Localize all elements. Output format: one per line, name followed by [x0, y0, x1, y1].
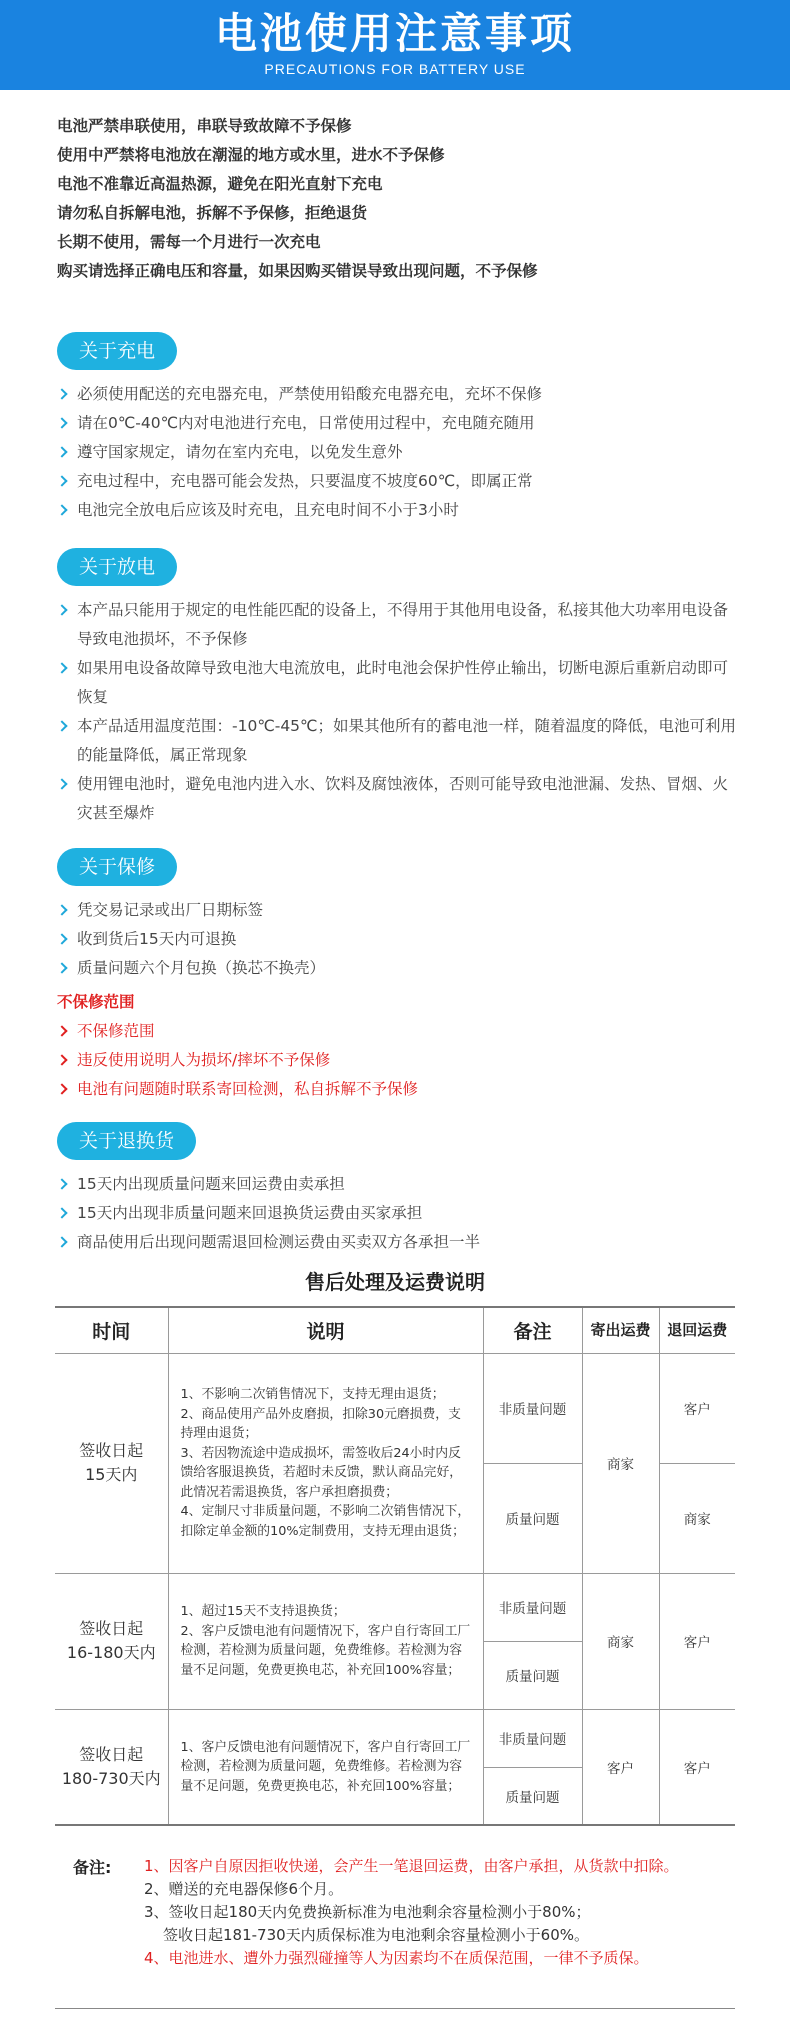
chevron-right-icon: [57, 1075, 71, 1104]
list-item: [57, 596, 737, 654]
column-header-note: 备注: [483, 1307, 582, 1353]
send-fee-cell: 商家: [582, 1573, 659, 1709]
aftersales-title: 售后处理及运费说明: [305, 1270, 485, 1294]
list-item: [57, 496, 737, 525]
intro-notes: [57, 112, 538, 286]
list-item-text: 请在0℃-40℃内对电池进行充电，日常使用过程中，充电随充随用: [77, 414, 535, 432]
warranty-section-title: 关于保修: [57, 848, 177, 886]
charging-section-title: 关于充电: [57, 332, 177, 370]
list-item-text: 电池完全放电后应该及时充电，且充电时间不小于3小时: [77, 501, 459, 519]
intro-line: 长期不使用，需每一个月进行一次充电: [57, 233, 321, 251]
list-item-text: 凭交易记录或出厂日期标签: [77, 901, 264, 919]
send-fee-cell: 客户: [582, 1709, 659, 1825]
discharging-list: [57, 596, 737, 828]
note-cell: 非质量问题: [483, 1709, 582, 1767]
period-cell: [55, 1353, 168, 1573]
list-item-text: 本产品只能用于规定的电性能匹配的设备上，不得用于其他用电设备，私接其他大功率用电设备导致电池损坏，不予保修: [77, 601, 729, 648]
intro-line: 购买请选择正确电压和容量，如果因购买错误导致出现问题，不予保修: [57, 262, 538, 280]
period-cell: [55, 1709, 168, 1825]
table-header-row: [55, 1307, 735, 1353]
list-item: [57, 925, 737, 954]
chevron-right-icon: [57, 1199, 71, 1228]
list-item-text: 收到货后15天内可退换: [77, 930, 237, 948]
note-cell: 质量问题: [483, 1767, 582, 1825]
desc-text: 4、定制尺寸非质量问题，不影响二次销售情况下，扣除定单金额的10%定制费用，支持无理由退货；: [180, 1504, 471, 1539]
list-item-text: 如果用电设备故障导致电池大电流放电，此时电池会保护性停止输出，切断电源后重新启动即可恢复: [77, 659, 729, 706]
chevron-right-icon: [57, 896, 71, 925]
chevron-right-icon: [57, 712, 71, 741]
list-item: [57, 1228, 737, 1257]
not-covered-list: [57, 1017, 737, 1104]
desc-text: 1、超过15天不支持退换货；: [180, 1604, 346, 1619]
chevron-right-icon: [57, 496, 71, 525]
list-item-text: 必须使用配送的充电器充电，严禁使用铅酸充电器充电，充坏不保修: [77, 385, 543, 403]
note-cell: 质量问题: [483, 1463, 582, 1573]
page-subtitle: PRECAUTIONS FOR BATTERY USE: [264, 61, 526, 77]
period-text: 签收日起: [79, 1744, 144, 1764]
page-title: 电池使用注意事项: [214, 9, 575, 58]
period-text: 签收日起: [79, 1619, 144, 1638]
list-item: [57, 438, 737, 467]
list-item-text: 15天内出现质量问题来回运费由卖承担: [77, 1175, 345, 1193]
column-header-send-fee: 寄出运费: [582, 1307, 659, 1353]
list-item: [57, 954, 737, 983]
intro-line: 电池不准靠近高温热源，避免在阳光直射下充电: [57, 175, 383, 193]
intro-line: 电池严禁串联使用，串联导致故障不予保修: [57, 117, 352, 135]
desc-text: 2、商品使用产品外皮磨损，扣除30元磨损费，支持理由退货；: [180, 1406, 461, 1441]
list-item: [57, 1075, 737, 1104]
chevron-right-icon: [57, 438, 71, 467]
chevron-right-icon: [57, 409, 71, 438]
list-item: [57, 712, 737, 770]
charging-list: [57, 380, 737, 525]
desc-text: 1、客户反馈电池有问题情况下，客户自行寄回工厂检测，若检测为质量问题，免费维修。若检测为容量不足问题，免费更换电芯，补充回100%容量；: [180, 1739, 471, 1794]
list-item: [57, 654, 737, 712]
note-cell: 非质量问题: [483, 1353, 582, 1463]
period-text: 15天内: [85, 1465, 138, 1484]
table-row: [55, 1709, 735, 1767]
list-item-text: 15天内出现非质量问题来回退换货运费由买家承担: [77, 1204, 423, 1222]
intro-line: 使用中严禁将电池放在潮湿的地方或水里，进水不予保修: [57, 146, 445, 164]
column-header-return-fee: 退回运费: [659, 1307, 735, 1353]
remark-item: 4、电池进水、遭外力强烈碰撞等人为因素均不在质保范围，一律不予质保。: [144, 1949, 649, 1967]
remarks-section: [55, 1853, 735, 2009]
remark-item: 3、签收日起180天内免费换新标准为电池剩余容量检测小于80%；: [144, 1903, 591, 1921]
list-item: [57, 1046, 737, 1075]
chevron-right-icon: [57, 1228, 71, 1257]
list-item-text: 违反使用说明人为损坏/摔坏不予保修: [77, 1051, 331, 1069]
aftersales-table: [55, 1306, 735, 1826]
warranty-section: [57, 848, 737, 1104]
column-header-desc: 说明: [168, 1307, 483, 1353]
list-item-text: 商品使用后出现问题需退回检测运费由买卖双方各承担一半: [77, 1233, 481, 1251]
period-text: 180-730天内: [61, 1768, 161, 1788]
chevron-right-icon: [57, 770, 71, 799]
intro-line: 请勿私自拆解电池，拆解不予保修，拒绝退货: [57, 204, 368, 222]
table-row: [55, 1573, 735, 1641]
not-covered-heading: 不保修范围: [57, 993, 135, 1011]
desc-text: 3、若因物流途中造成损坏，需签收后24小时内反馈给客服退换货，若超时未反馈，默认商品完好，此情况若需退换货，客户承担磨损费；: [180, 1445, 463, 1500]
charging-section: [57, 332, 737, 525]
list-item: [57, 380, 737, 409]
list-item: [57, 409, 737, 438]
return-fee-cell: 客户: [659, 1353, 735, 1463]
chevron-right-icon: [57, 954, 71, 983]
list-item: [57, 896, 737, 925]
remark-item: 1、因客户自原因拒收快递，会产生一笔退回运费，由客户承担，从货款中扣除。: [144, 1857, 679, 1875]
chevron-right-icon: [57, 925, 71, 954]
chevron-right-icon: [57, 467, 71, 496]
list-item-text: 遵守国家规定，请勿在室内充电，以免发生意外: [77, 443, 403, 461]
list-item-text: 使用锂电池时，避免电池内进入水、饮料及腐蚀液体，否则可能导致电池泄漏、发热、冒烟、火灾甚至爆炸: [77, 775, 729, 822]
chevron-right-icon: [57, 380, 71, 409]
list-item: [57, 770, 737, 828]
table-row: [55, 1353, 735, 1463]
chevron-right-icon: [57, 1046, 71, 1075]
note-cell: 质量问题: [483, 1641, 582, 1709]
send-fee-cell: 商家: [582, 1353, 659, 1573]
discharging-section: [57, 548, 737, 828]
desc-text: 1、不影响二次销售情况下，支持无理由退货；: [180, 1387, 445, 1402]
list-item: [57, 467, 737, 496]
chevron-right-icon: [57, 1017, 71, 1046]
list-item: [57, 1199, 737, 1228]
remark-item: 签收日起181-730天内质保标准为电池剩余容量检测小于60%。: [163, 1926, 590, 1944]
list-item: [57, 1017, 737, 1046]
period-text: 16-180天内: [66, 1643, 156, 1662]
discharging-section-title: 关于放电: [57, 548, 177, 586]
list-item: [57, 1170, 737, 1199]
returns-section-title: 关于退换货: [57, 1122, 196, 1160]
note-cell: 非质量问题: [483, 1573, 582, 1641]
list-item-text: 质量问题六个月包换（换芯不换壳）: [77, 959, 326, 977]
list-item-text: 充电过程中，充电器可能会发热，只要温度不坡度60℃，即属正常: [77, 472, 533, 490]
column-header-time: 时间: [55, 1307, 168, 1353]
title-banner: [0, 0, 790, 90]
return-fee-cell: 客户: [659, 1709, 735, 1825]
desc-text: 2、客户反馈电池有问题情况下，客户自行寄回工厂检测，若检测为质量问题，免费维修。若检测为容量不足问题，免费更换电芯，补充回100%容量；: [180, 1623, 471, 1678]
returns-list: [57, 1170, 737, 1257]
desc-cell: [168, 1709, 483, 1825]
chevron-right-icon: [57, 596, 71, 625]
warranty-list: [57, 896, 737, 983]
return-fee-cell: 商家: [659, 1463, 735, 1573]
returns-section: [57, 1122, 737, 1257]
desc-cell: [168, 1573, 483, 1709]
remark-item: 2、赠送的充电器保修6个月。: [144, 1880, 344, 1898]
period-text: 签收日起: [79, 1441, 144, 1460]
return-fee-cell: 客户: [659, 1573, 735, 1709]
list-item-text: 不保修范围: [77, 1022, 155, 1040]
list-item-text: 本产品适用温度范围：-10℃-45℃；如果其他所有的蓄电池一样，随着温度的降低，电池可利用的能量降低，属正常现象: [77, 717, 736, 764]
chevron-right-icon: [57, 654, 71, 683]
period-cell: [55, 1573, 168, 1709]
list-item-text: 电池有问题随时联系寄回检测，私自拆解不予保修: [77, 1080, 419, 1098]
chevron-right-icon: [57, 1170, 71, 1199]
remarks-label: 备注:: [73, 1858, 112, 1877]
desc-cell: [168, 1353, 483, 1573]
